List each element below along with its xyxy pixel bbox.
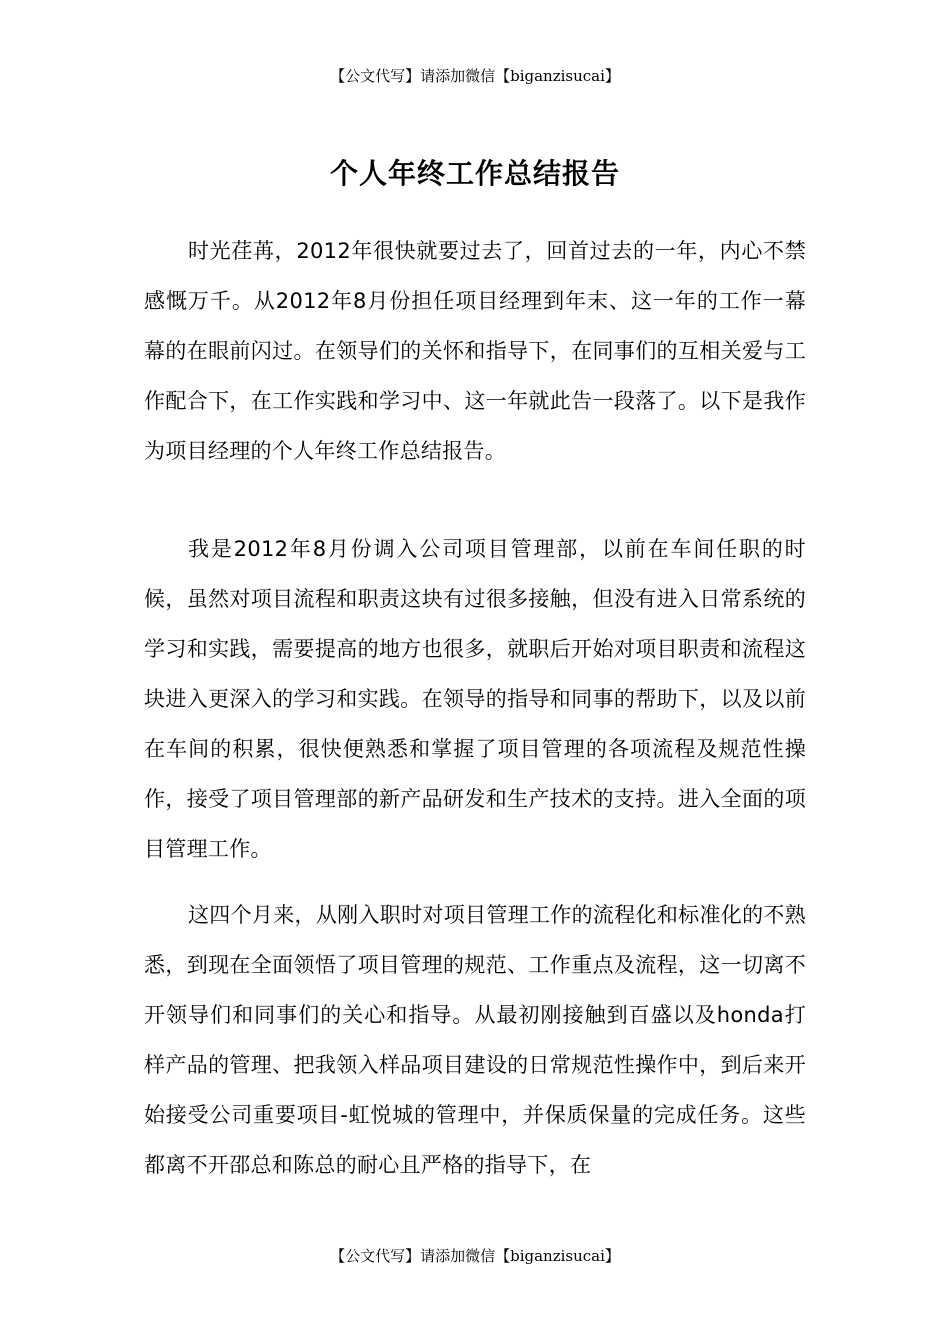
paragraph-3: 这四个月来，从刚入职时对项目管理工作的流程化和标准化的不熟悉，到现在全面领悟了项目管理的规范、工作重点及流程，这一切离不开领导们和同事们的关心和指导。从最初刚接触到百盛以及honda打样产品的管理、把我领入样品项目建设的日常规范性操作中，到后来开始接受公司重要项目-虹悦城的管理中，并保质保量的完成任务。这些都离不开邵总和陈总的耐心且严格的指导下，在 [144, 903, 806, 1177]
paragraph-2: 我是2012年8月份调入公司项目管理部，以前在车间任职的时候，虽然对项目流程和职责这块有过很多接触，但没有进入日常系统的学习和实践，需要提高的地方也很多，就职后开始对项目职责和流程这块进入更深入的学习和实践。在领导的指导和同事的帮助下，以及以前在车间的积累，很快便熟悉和掌握了项目管理的各项流程及规范性操作，接受了项目管理部的新产品研发和生产技术的支持。进入全面的项目管理工作。 [144, 537, 806, 861]
page-header: 【公文代写】请添加微信【biganzisucai】 [330, 67, 620, 85]
paragraph-1: 时光荏苒，2012年很快就要过去了，回首过去的一年，内心不禁感慨万千。从2012年8月份担任项目经理到年末、这一年的工作一幕幕的在眼前闪过。在领导们的关怀和指导下，在同事们的互相关爱与工作配合下，在工作实践和学习中、这一年就此告一段落了。以下是我作为项目经理的个人年终工作总结报告。 [144, 239, 806, 463]
page-footer: 【公文代写】请添加微信【biganzisucai】 [330, 1247, 620, 1265]
paragraph-spacer [144, 874, 806, 890]
document-body [144, 226, 806, 1190]
paragraph-spacer [144, 476, 806, 524]
document-title: 个人年终工作总结报告 [329, 157, 620, 190]
